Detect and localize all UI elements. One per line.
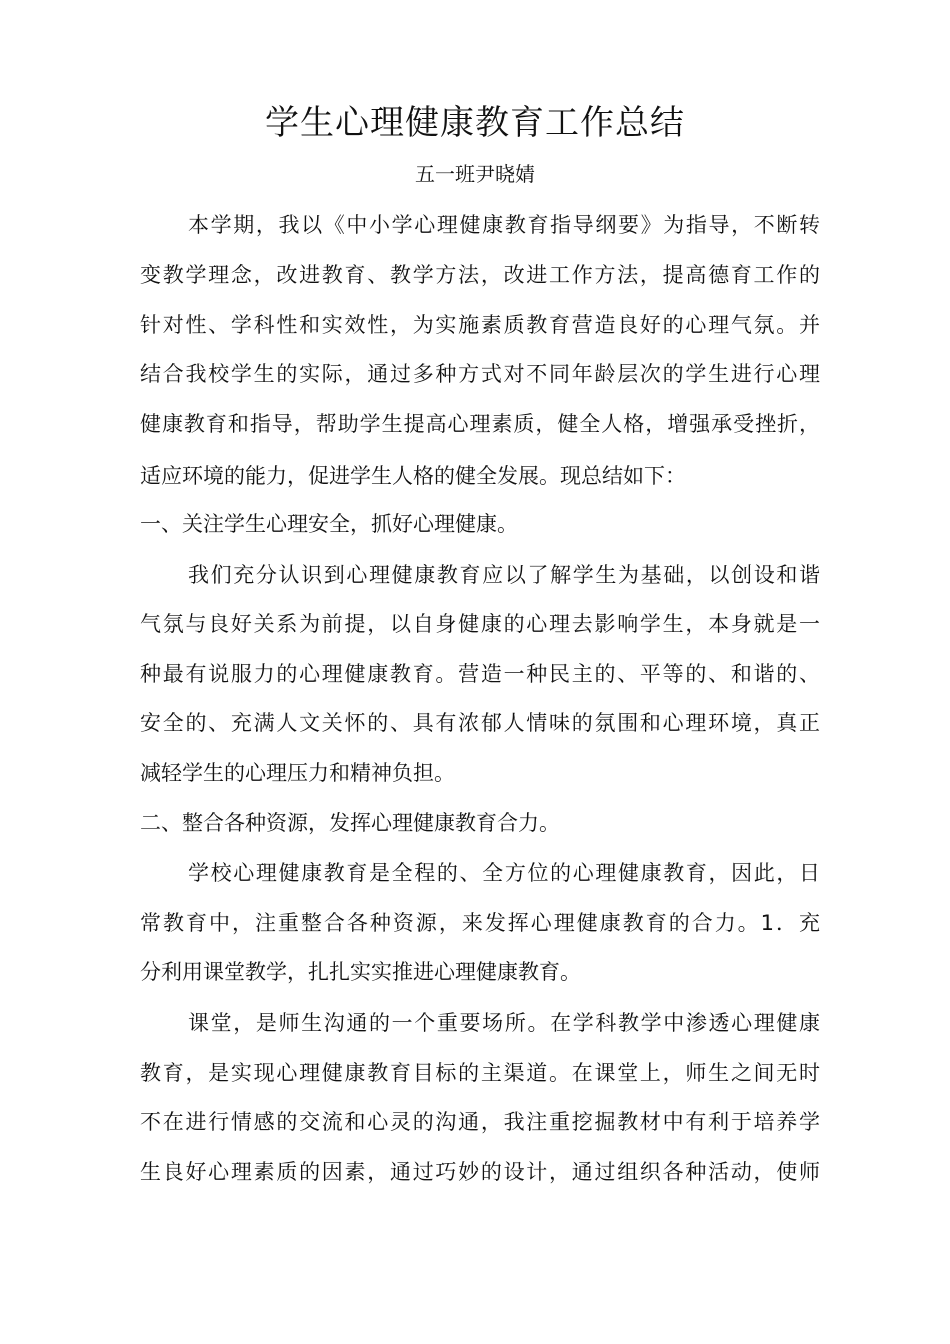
paragraph-line: 本学期，我以《中小学心理健康教育指导纲要》为指导，不断转 [188,213,820,237]
paragraph-line: 变教学理念，改进教育、教学方法，改进工作方法，提高德育工作的 [140,263,820,287]
section-heading: 一、关注学生心理安全，抓好心理健康。 [140,512,518,536]
paragraph-line: 气氛与良好关系为前提，以自身健康的心理去影响学生，本身就是一 [140,612,820,636]
paragraph-line: 针对性、学科性和实效性，为实施素质教育营造良好的心理气氛。并 [140,313,820,337]
paragraph-line: 课堂，是师生沟通的一个重要场所。在学科教学中渗透心理健康 [188,1011,820,1035]
paragraph-line: 安全的、充满人文关怀的、具有浓郁人情味的氛围和心理环境，真正 [140,711,820,735]
document-author: 五一班尹晓婧 [415,162,535,186]
document-title: 学生心理健康教育工作总结 [265,103,685,143]
paragraph-line: 常教育中，注重整合各种资源，来发挥心理健康教育的合力。1．充 [140,911,820,935]
paragraph-line: 教育，是实现心理健康教育目标的主渠道。在课堂上，师生之间无时 [140,1061,820,1085]
paragraph-line: 种最有说服力的心理健康教育。营造一种民主的、平等的、和谐的、 [140,662,820,686]
paragraph-line: 学校心理健康教育是全程的、全方位的心理健康教育，因此，日 [188,861,820,885]
paragraph-line: 分利用课堂教学，扎扎实实推进心理健康教育。 [140,960,581,984]
paragraph-line: 我们充分认识到心理健康教育应以了解学生为基础，以创设和谐 [188,563,820,587]
paragraph-line: 适应环境的能力，促进学生人格的健全发展。现总结如下： [140,464,686,488]
paragraph-line: 结合我校学生的实际，通过多种方式对不同年龄层次的学生进行心理 [140,362,820,386]
section-heading: 二、整合各种资源，发挥心理健康教育合力。 [140,811,560,835]
paragraph-line: 生良好心理素质的因素，通过巧妙的设计，通过组织各种活动，使师 [140,1160,820,1184]
paragraph-line: 健康教育和指导，帮助学生提高心理素质，健全人格，增强承受挫折， [140,412,820,436]
paragraph-line: 不在进行情感的交流和心灵的沟通，我注重挖掘教材中有利于培养学 [140,1110,820,1134]
paragraph-line: 减轻学生的心理压力和精神负担。 [140,761,455,785]
